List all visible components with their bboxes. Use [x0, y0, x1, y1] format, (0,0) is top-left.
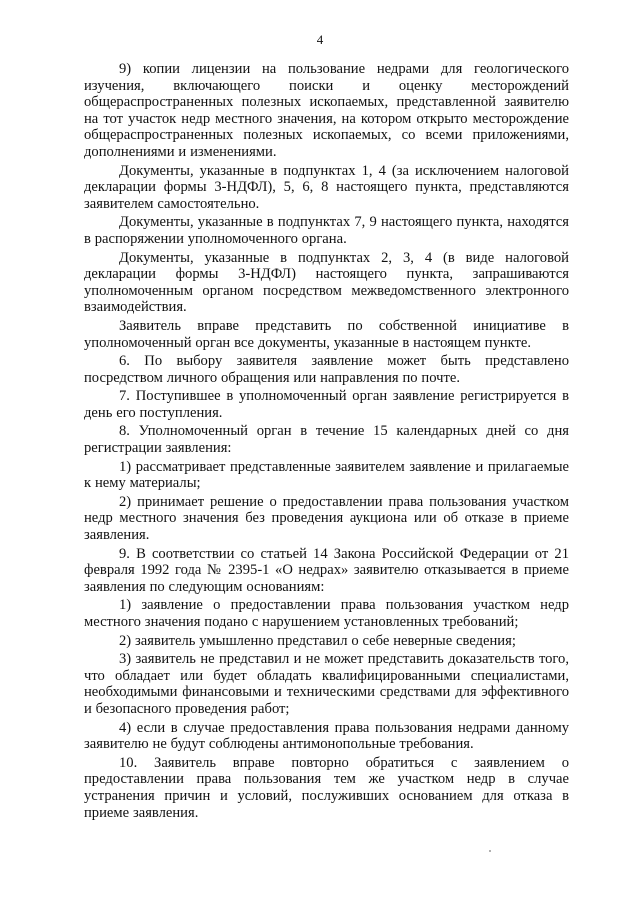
- paragraph-documents-authority-held: Документы, указанные в подпунктах 7, 9 настоящего пункта, находятся в распоряжении уполномоченного органа.: [84, 214, 569, 247]
- paragraph-clause-9-sub-3: 3) заявитель не представил и не может представить доказательств того, что обладает или будет обладать квалифицированными специалистами, необходимыми финансовыми и техническими средствами для эффективного и безопасного проведения работ;: [84, 651, 569, 717]
- document-body: [84, 61, 569, 823]
- paragraph-documents-requested: Документы, указанные в подпунктах 2, 3, 4 (в виде налоговой декларации формы 3-НДФЛ) настоящего пункта, запрашиваются уполномоченным органом посредством межведомственного электронного взаимодействия.: [84, 249, 569, 316]
- paragraph-applicant-initiative: Заявитель вправе представить по собственной инициативе в уполномоченный орган все документы, указанные в настоящем пункте.: [84, 317, 569, 351]
- scan-speck: [489, 850, 491, 852]
- paragraph-documents-self-submitted: Документы, указанные в подпунктах 1, 4 (за исключением налоговой декларации формы 3-НДФЛ), 5, 6, 8 настоящего пункта, представляются заявителем самостоятельно.: [84, 162, 569, 212]
- paragraph-clause-8-sub-1: 1) рассматривает представленные заявителем заявление и прилагаемые к нему материалы;: [84, 458, 569, 492]
- paragraph-clause-9-sub-2: 2) заявитель умышленно представил о себе неверные сведения;: [119, 632, 516, 649]
- paragraph-clause-9-sub-4: 4) если в случае предоставления права пользования недрами данному заявителю не будут соблюдены антимонопольные требования.: [84, 719, 569, 753]
- page-number: 4: [316, 32, 324, 47]
- paragraph-clause-9-sub-1: 1) заявление о предоставлении права пользования участком недр местного значения подано с нарушением установленных требований;: [84, 597, 569, 630]
- paragraph-clause-8-sub-2: 2) принимает решение о предоставлении права пользования участком недр местного значения без проведения аукциона или об отказе в приеме заявления.: [84, 493, 569, 544]
- paragraph-item-9-license: 9) копии лицензии на пользование недрами для геологического изучения, включающего поиски и оценку месторождений общераспространенных полезных ископаемых, представленной заявителю на тот участок недр местного значения, на котором открыто месторождение общераспространенных полезных ископаемых, со всеми приложениями, дополнениями и изменениями.: [84, 61, 569, 160]
- paragraph-clause-9: 9. В соответствии со статьей 14 Закона Российской Федерации от 21 февраля 1992 года № 2395-1 «О недрах» заявителю отказывается в приеме заявления по следующим основаниям:: [84, 545, 569, 595]
- paragraph-clause-6: 6. По выбору заявителя заявление может быть представлено посредством личного обращения или направления по почте.: [84, 353, 569, 386]
- paragraph-clause-7: 7. Поступившее в уполномоченный орган заявление регистрируется в день его поступления.: [84, 388, 569, 421]
- paragraph-clause-8: 8. Уполномоченный орган в течение 15 календарных дней со дня регистрации заявления:: [84, 423, 569, 457]
- paragraph-clause-10: 10. Заявитель вправе повторно обратиться с заявлением о предоставлении права пользования тем же участком недр в случае устранения причин и условий, послуживших основанием для отказа в приеме заявления.: [84, 754, 569, 821]
